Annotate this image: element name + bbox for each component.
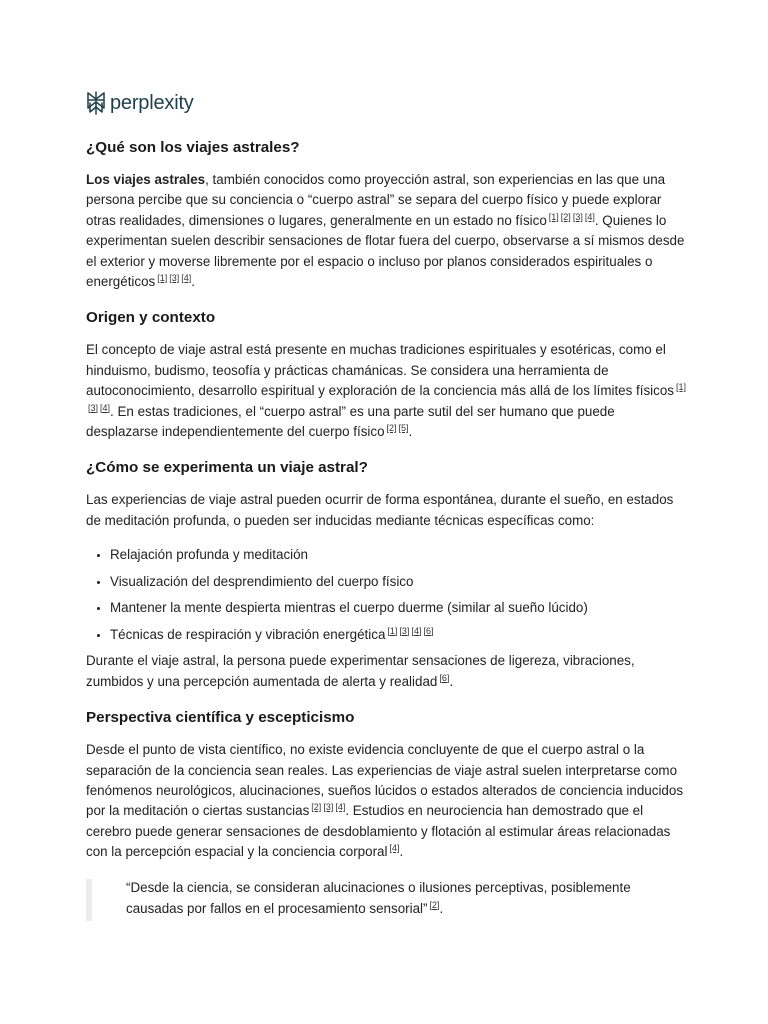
citation-link[interactable]: [4] <box>335 802 346 813</box>
document-page <box>86 86 686 919</box>
citation-link[interactable]: [1] <box>676 382 687 393</box>
perplexity-logo-icon <box>86 90 106 116</box>
citation-link[interactable]: [3] <box>323 802 334 813</box>
citation-link[interactable]: [5] <box>398 423 409 434</box>
citation-link[interactable]: [1] <box>548 211 559 222</box>
citation-link[interactable]: [2] <box>560 211 571 222</box>
brand-header <box>86 86 686 120</box>
citation-link[interactable]: [6] <box>439 672 450 683</box>
citation-link[interactable]: [6] <box>423 625 434 636</box>
brand-name: perplexity <box>110 91 194 114</box>
section-paragraph-during: Durante el viaje astral, la persona puede experimentar sensaciones de ligereza, vibraciones, zumbidos y una percepción aumentada de alerta y realidad [6]. <box>86 653 635 689</box>
bold-lead: Los viajes astrales <box>86 172 206 187</box>
techniques-list <box>86 545 686 645</box>
section-heading-science: Perspectiva científica y escepticismo <box>86 709 355 727</box>
list-item: • Visualización del desprendimiento del cuerpo físico <box>110 572 686 592</box>
citation-link[interactable]: [3] <box>169 273 180 284</box>
section-intro-how: Las experiencias de viaje astral pueden ocurrir de forma espontánea, durante el sueño, en estados de meditación profunda, o pueden ser inducidas mediante técnicas específicas como: <box>86 492 674 528</box>
citation-link[interactable]: [3] <box>572 211 583 222</box>
section-heading-origin: Origen y contexto <box>86 309 216 327</box>
citation-link[interactable]: [4] <box>181 273 192 284</box>
list-item: • Técnicas de respiración y vibración energética [1] [3] [4] [6] <box>110 625 686 645</box>
quote-text: “Desde la ciencia, se consideran alucinaciones o ilusiones perceptivas, posiblemente causadas por fallos en el procesamiento sensorial” [2]. <box>126 879 631 916</box>
citation-link[interactable]: [4] <box>100 402 111 413</box>
citation-link[interactable]: [2] <box>429 899 440 910</box>
citation-link[interactable]: [2] <box>386 423 397 434</box>
section-paragraph-what-are: Los viajes astrales, también conocidos como proyección astral, son experiencias en las que una persona percibe que su conciencia o “cuerpo astral” se separa del cuerpo físico y puede explorar otras realidades, dimensiones o lugares, generalmente en un estado no físico [1] [2] [3] [4]. Quienes lo experimentan suelen describir sensaciones de flotar fuera del cuerpo, observarse a sí mismos desde el exterior y moverse libremente por el espacio o incluso por planos considerados espirituales o energéticos [1] [3] [4]. <box>86 172 685 290</box>
citation-link[interactable]: [4] <box>584 211 595 222</box>
citation-link[interactable]: [4] <box>411 625 422 636</box>
list-item: • Mantener la mente despierta mientras el cuerpo duerme (similar al sueño lúcido) <box>110 598 686 618</box>
citation-link[interactable]: [3] <box>88 402 99 413</box>
citation-link[interactable]: [3] <box>399 625 410 636</box>
science-quote <box>86 877 686 919</box>
section-heading-how: ¿Cómo se experimenta un viaje astral? <box>86 459 368 477</box>
list-item: • Relajación profunda y meditación <box>110 545 686 565</box>
citation-link[interactable]: [1] <box>157 273 168 284</box>
section-paragraph-science: Desde el punto de vista científico, no existe evidencia concluyente de que el cuerpo astral o la separación de la conciencia sean reales. Las experiencias de viaje astral suelen interpretarse como fenómenos neurológicos, alucinaciones, sueños lúcidos o estados alterados de conciencia inducidos por la meditación o ciertas sustancias [2] [3] [4]. Estudios en neurociencia han demostrado que el cerebro puede generar sensaciones de desdoblamiento y flotación al estimular áreas relacionadas con la percepción espacial y la conciencia corporal [4]. <box>86 742 684 860</box>
citation-link[interactable]: [2] <box>311 802 322 813</box>
citation-link[interactable]: [4] <box>389 843 400 854</box>
citation-link[interactable]: [1] <box>387 625 398 636</box>
section-paragraph-origin: El concepto de viaje astral está presente en muchas tradiciones espirituales y esotéricas, como el hinduismo, budismo, teosofía y prácticas chamánicas. Se considera una herramienta de autoconocimiento, desarrollo espiritual y exploración de la conciencia más allá de los límites físicos [1][3] [4]. En estas tradiciones, el “cuerpo astral” es una parte sutil del ser humano que puede desplazarse independientemente del cuerpo físico [2] [5]. <box>86 342 687 440</box>
section-heading-what-are: ¿Qué son los viajes astrales? <box>86 139 300 156</box>
